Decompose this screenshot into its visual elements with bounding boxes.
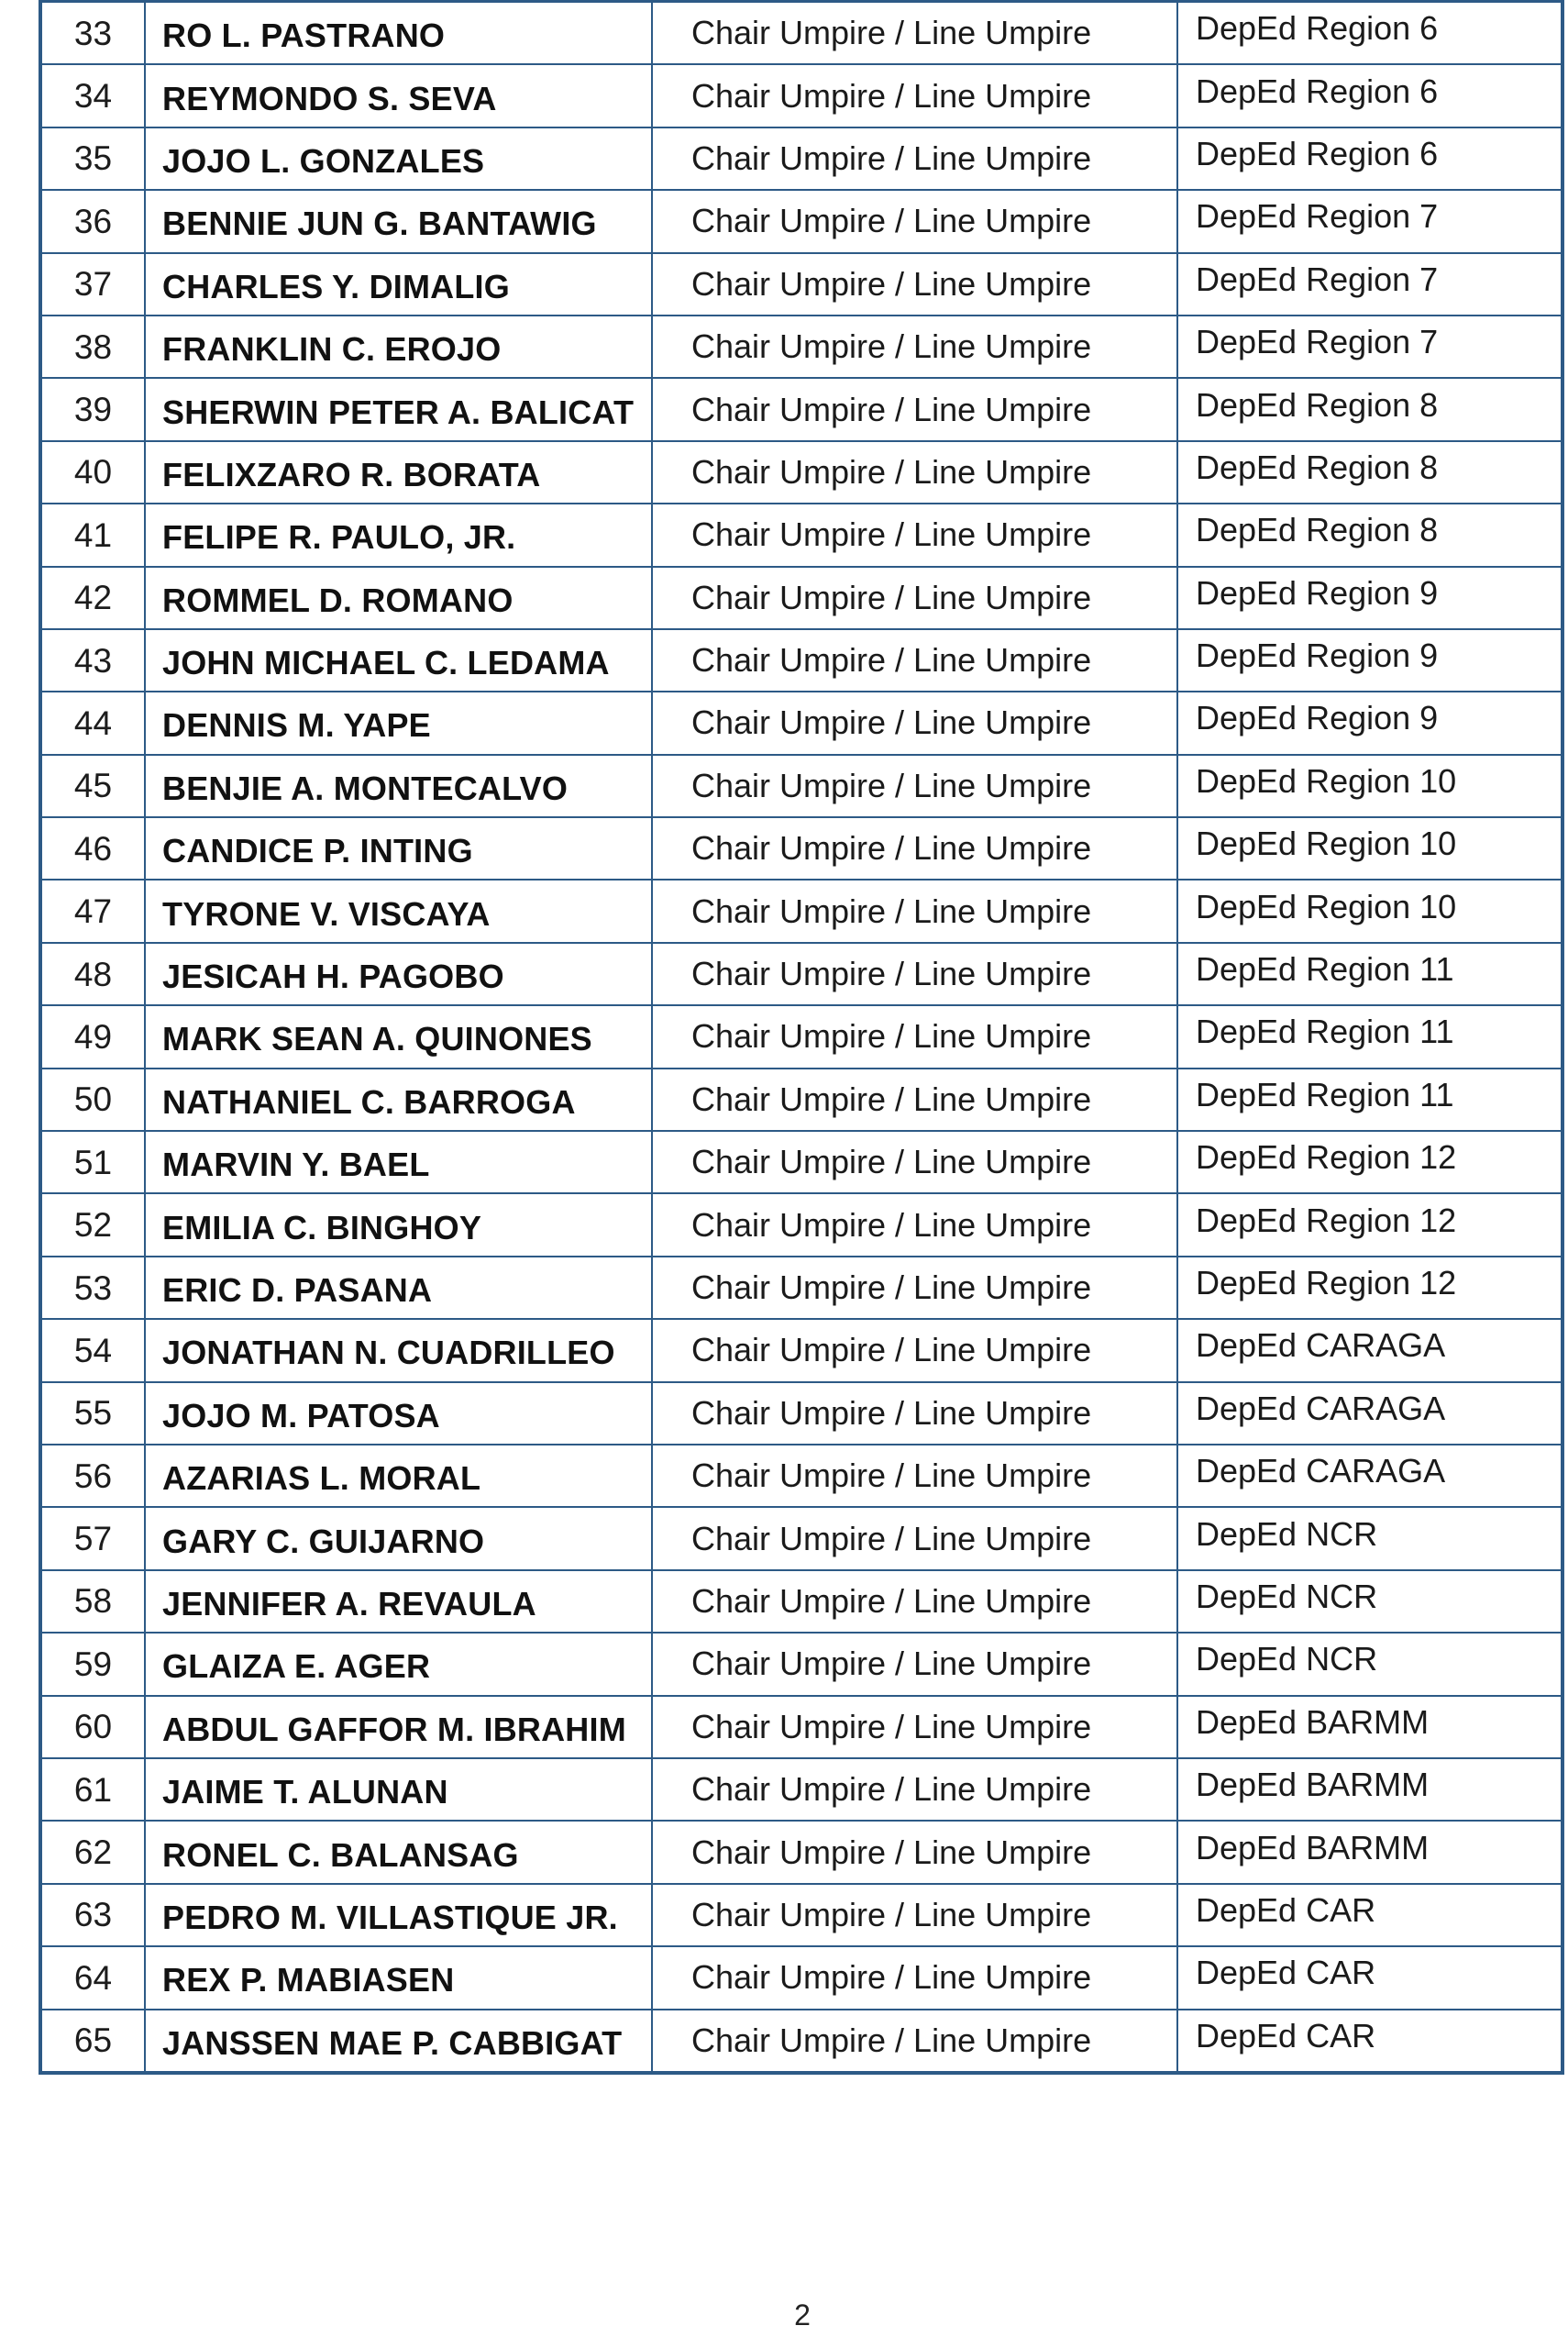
- official-region: DepEd Region 10: [1177, 755, 1562, 817]
- table-row: [40, 1069, 1562, 1131]
- row-number: 46: [40, 817, 145, 880]
- row-number: 44: [40, 692, 145, 754]
- row-number: 63: [40, 1884, 145, 1946]
- official-name: DENNIS M. YAPE: [145, 692, 652, 754]
- row-number: 64: [40, 1946, 145, 2009]
- official-name: PEDRO M. VILLASTIQUE JR.: [145, 1884, 652, 1946]
- row-number: 35: [40, 127, 145, 190]
- official-name: JANSSEN MAE P. CABBIGAT: [145, 2010, 652, 2073]
- table-row: [40, 1821, 1562, 1883]
- official-name: AZARIAS L. MORAL: [145, 1445, 652, 1507]
- row-number: 48: [40, 943, 145, 1005]
- official-role: Chair Umpire / Line Umpire: [652, 1005, 1177, 1068]
- table-row: [40, 1884, 1562, 1946]
- official-region: DepEd Region 11: [1177, 1069, 1562, 1131]
- official-region: DepEd Region 7: [1177, 253, 1562, 316]
- official-role: Chair Umpire / Line Umpire: [652, 1570, 1177, 1633]
- official-role: Chair Umpire / Line Umpire: [652, 755, 1177, 817]
- official-name: JONATHAN N. CUADRILLEO: [145, 1319, 652, 1381]
- official-name: BENJIE A. MONTECALVO: [145, 755, 652, 817]
- official-region: DepEd CARAGA: [1177, 1382, 1562, 1445]
- table-row: [40, 253, 1562, 316]
- official-region: DepEd BARMM: [1177, 1821, 1562, 1883]
- official-role: Chair Umpire / Line Umpire: [652, 1821, 1177, 1883]
- official-role: Chair Umpire / Line Umpire: [652, 441, 1177, 504]
- official-region: DepEd Region 7: [1177, 190, 1562, 252]
- table-row: [40, 1319, 1562, 1381]
- row-number: 57: [40, 1507, 145, 1569]
- official-role: Chair Umpire / Line Umpire: [652, 1382, 1177, 1445]
- official-region: DepEd Region 8: [1177, 504, 1562, 566]
- row-number: 42: [40, 567, 145, 629]
- official-role: Chair Umpire / Line Umpire: [652, 2, 1177, 65]
- table-row: [40, 692, 1562, 754]
- official-name: RO L. PASTRANO: [145, 2, 652, 65]
- row-number: 41: [40, 504, 145, 566]
- official-region: DepEd Region 9: [1177, 692, 1562, 754]
- official-role: Chair Umpire / Line Umpire: [652, 1069, 1177, 1131]
- official-region: DepEd BARMM: [1177, 1696, 1562, 1758]
- official-region: DepEd Region 12: [1177, 1131, 1562, 1193]
- official-role: Chair Umpire / Line Umpire: [652, 1257, 1177, 1319]
- table-row: [40, 64, 1562, 127]
- official-name: CANDICE P. INTING: [145, 817, 652, 880]
- officials-table-body: [40, 2, 1562, 2073]
- official-region: DepEd Region 9: [1177, 629, 1562, 692]
- row-number: 47: [40, 880, 145, 942]
- table-row: [40, 504, 1562, 566]
- official-role: Chair Umpire / Line Umpire: [652, 1507, 1177, 1569]
- official-name: BENNIE JUN G. BANTAWIG: [145, 190, 652, 252]
- official-role: Chair Umpire / Line Umpire: [652, 1319, 1177, 1381]
- row-number: 34: [40, 64, 145, 127]
- table-row: [40, 1507, 1562, 1569]
- table-row: [40, 567, 1562, 629]
- official-role: Chair Umpire / Line Umpire: [652, 316, 1177, 378]
- official-name: ROMMEL D. ROMANO: [145, 567, 652, 629]
- table-row: [40, 1131, 1562, 1193]
- official-name: JOJO L. GONZALES: [145, 127, 652, 190]
- table-row: [40, 817, 1562, 880]
- table-row: [40, 1005, 1562, 1068]
- row-number: 38: [40, 316, 145, 378]
- table-row: [40, 629, 1562, 692]
- table-row: [40, 1946, 1562, 2009]
- official-region: DepEd NCR: [1177, 1570, 1562, 1633]
- official-name: REYMONDO S. SEVA: [145, 64, 652, 127]
- table-row: [40, 2, 1562, 65]
- row-number: 54: [40, 1319, 145, 1381]
- row-number: 62: [40, 1821, 145, 1883]
- official-name: GLAIZA E. AGER: [145, 1633, 652, 1695]
- row-number: 55: [40, 1382, 145, 1445]
- row-number: 59: [40, 1633, 145, 1695]
- official-name: CHARLES Y. DIMALIG: [145, 253, 652, 316]
- official-region: DepEd CARAGA: [1177, 1319, 1562, 1381]
- row-number: 60: [40, 1696, 145, 1758]
- official-region: DepEd Region 11: [1177, 943, 1562, 1005]
- official-name: NATHANIEL C. BARROGA: [145, 1069, 652, 1131]
- official-name: JESICAH H. PAGOBO: [145, 943, 652, 1005]
- official-role: Chair Umpire / Line Umpire: [652, 127, 1177, 190]
- official-name: ERIC D. PASANA: [145, 1257, 652, 1319]
- row-number: 43: [40, 629, 145, 692]
- official-name: JOHN MICHAEL C. LEDAMA: [145, 629, 652, 692]
- official-name: REX P. MABIASEN: [145, 1946, 652, 2009]
- table-row: [40, 755, 1562, 817]
- official-region: DepEd NCR: [1177, 1633, 1562, 1695]
- official-role: Chair Umpire / Line Umpire: [652, 190, 1177, 252]
- official-region: DepEd Region 8: [1177, 378, 1562, 440]
- row-number: 33: [40, 2, 145, 65]
- official-role: Chair Umpire / Line Umpire: [652, 378, 1177, 440]
- row-number: 50: [40, 1069, 145, 1131]
- official-region: DepEd Region 10: [1177, 817, 1562, 880]
- table-row: [40, 441, 1562, 504]
- officials-table: [39, 0, 1564, 2075]
- official-name: JENNIFER A. REVAULA: [145, 1570, 652, 1633]
- table-row: [40, 1633, 1562, 1695]
- official-region: DepEd CAR: [1177, 1884, 1562, 1946]
- official-name: EMILIA C. BINGHOY: [145, 1193, 652, 1256]
- row-number: 58: [40, 1570, 145, 1633]
- official-region: DepEd Region 7: [1177, 316, 1562, 378]
- official-region: DepEd CAR: [1177, 1946, 1562, 2009]
- table-row: [40, 1257, 1562, 1319]
- row-number: 39: [40, 378, 145, 440]
- row-number: 49: [40, 1005, 145, 1068]
- official-role: Chair Umpire / Line Umpire: [652, 1884, 1177, 1946]
- official-role: Chair Umpire / Line Umpire: [652, 504, 1177, 566]
- official-name: GARY C. GUIJARNO: [145, 1507, 652, 1569]
- official-region: DepEd CARAGA: [1177, 1445, 1562, 1507]
- official-region: DepEd BARMM: [1177, 1758, 1562, 1821]
- official-name: FELIXZARO R. BORATA: [145, 441, 652, 504]
- official-name: MARVIN Y. BAEL: [145, 1131, 652, 1193]
- official-name: JAIME T. ALUNAN: [145, 1758, 652, 1821]
- official-role: Chair Umpire / Line Umpire: [652, 1946, 1177, 2009]
- official-role: Chair Umpire / Line Umpire: [652, 1193, 1177, 1256]
- official-name: RONEL C. BALANSAG: [145, 1821, 652, 1883]
- table-row: [40, 378, 1562, 440]
- official-role: Chair Umpire / Line Umpire: [652, 1131, 1177, 1193]
- row-number: 53: [40, 1257, 145, 1319]
- row-number: 36: [40, 190, 145, 252]
- row-number: 61: [40, 1758, 145, 1821]
- official-region: DepEd Region 6: [1177, 64, 1562, 127]
- row-number: 52: [40, 1193, 145, 1256]
- official-name: TYRONE V. VISCAYA: [145, 880, 652, 942]
- official-region: DepEd CAR: [1177, 2010, 1562, 2073]
- official-role: Chair Umpire / Line Umpire: [652, 817, 1177, 880]
- official-region: DepEd Region 12: [1177, 1193, 1562, 1256]
- official-role: Chair Umpire / Line Umpire: [652, 1696, 1177, 1758]
- official-name: FELIPE R. PAULO, JR.: [145, 504, 652, 566]
- table-row: [40, 1696, 1562, 1758]
- row-number: 37: [40, 253, 145, 316]
- official-role: Chair Umpire / Line Umpire: [652, 1633, 1177, 1695]
- official-region: DepEd Region 11: [1177, 1005, 1562, 1068]
- official-region: DepEd Region 10: [1177, 880, 1562, 942]
- official-role: Chair Umpire / Line Umpire: [652, 943, 1177, 1005]
- table-row: [40, 1382, 1562, 1445]
- official-region: DepEd NCR: [1177, 1507, 1562, 1569]
- official-region: DepEd Region 12: [1177, 1257, 1562, 1319]
- table-row: [40, 2010, 1562, 2073]
- row-number: 45: [40, 755, 145, 817]
- table-row: [40, 190, 1562, 252]
- official-region: DepEd Region 9: [1177, 567, 1562, 629]
- official-role: Chair Umpire / Line Umpire: [652, 692, 1177, 754]
- official-role: Chair Umpire / Line Umpire: [652, 629, 1177, 692]
- official-region: DepEd Region 6: [1177, 2, 1562, 65]
- official-role: Chair Umpire / Line Umpire: [652, 64, 1177, 127]
- official-role: Chair Umpire / Line Umpire: [652, 1445, 1177, 1507]
- table-row: [40, 1193, 1562, 1256]
- official-region: DepEd Region 8: [1177, 441, 1562, 504]
- table-row: [40, 943, 1562, 1005]
- official-name: SHERWIN PETER A. BALICAT: [145, 378, 652, 440]
- official-name: ABDUL GAFFOR M. IBRAHIM: [145, 1696, 652, 1758]
- row-number: 65: [40, 2010, 145, 2073]
- page-number: 2: [794, 2298, 811, 2331]
- table-row: [40, 1570, 1562, 1633]
- row-number: 40: [40, 441, 145, 504]
- table-row: [40, 1758, 1562, 1821]
- table-row: [40, 880, 1562, 942]
- row-number: 56: [40, 1445, 145, 1507]
- official-role: Chair Umpire / Line Umpire: [652, 567, 1177, 629]
- official-role: Chair Umpire / Line Umpire: [652, 1758, 1177, 1821]
- table-row: [40, 316, 1562, 378]
- row-number: 51: [40, 1131, 145, 1193]
- table-row: [40, 127, 1562, 190]
- official-role: Chair Umpire / Line Umpire: [652, 880, 1177, 942]
- table-row: [40, 1445, 1562, 1507]
- official-region: DepEd Region 6: [1177, 127, 1562, 190]
- official-role: Chair Umpire / Line Umpire: [652, 253, 1177, 316]
- official-name: FRANKLIN C. EROJO: [145, 316, 652, 378]
- official-name: JOJO M. PATOSA: [145, 1382, 652, 1445]
- official-name: MARK SEAN A. QUINONES: [145, 1005, 652, 1068]
- official-role: Chair Umpire / Line Umpire: [652, 2010, 1177, 2073]
